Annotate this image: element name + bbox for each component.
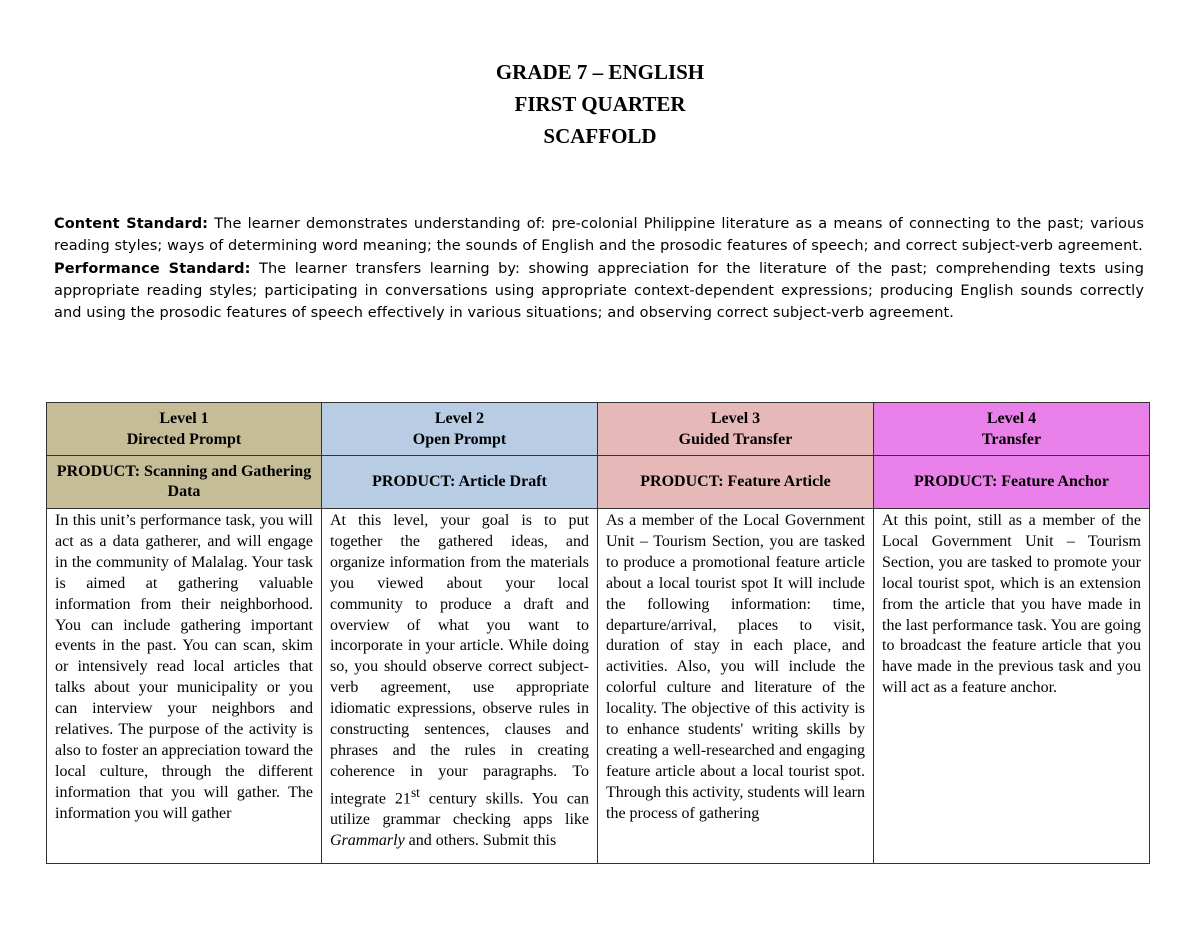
level-4-name: Transfer — [981, 431, 1042, 448]
level-3-name: Guided Transfer — [678, 431, 793, 448]
level-2-task-text: At this level, your goal is to put together the gathered ideas, and organize information from the materials you viewed about your local community to produce a draft and overview of what you want to incorporate in your article. While doing so, you should observe correct subject-verb agreement, use appropriate idiomatic expressions, observe rules in constructing sentences, clauses and phrases and the rules in creating coherence in your paragraphs. To integrate 21 — [330, 512, 589, 808]
level-2-task-cell — [322, 509, 598, 864]
document-title — [0, 56, 1200, 152]
level-3-header — [598, 403, 874, 456]
level-4-product: PRODUCT: Feature Anchor — [874, 456, 1150, 509]
level-1-header — [47, 403, 322, 456]
content-standard-text: The learner demonstrates understanding of: pre-colonial Philippine literature as a means of connecting to the past; various reading styles; ways of determining word meaning; the sounds of English and the prosodic features of speech; and correct subject-verb agreement. — [54, 216, 1144, 255]
level-4-label: Level 4 — [986, 410, 1037, 427]
level-4-task-cell — [874, 509, 1150, 864]
product-row — [47, 456, 1150, 509]
level-1-label: Level 1 — [159, 410, 209, 427]
level-2-task-sup: st — [410, 784, 420, 800]
title-scaffold: SCAFFOLD — [543, 124, 657, 148]
task-row — [47, 509, 1150, 864]
content-standard — [54, 213, 1144, 258]
level-2-task-text-3: and others. Submit this — [404, 831, 557, 849]
level-4-task: At this point, still as a member of the Local Government Unit – Tourism Section, you are tasked to promote your local tourist spot, which is an extension from the article that you have made in the last performance task. You are going to broadcast the feature article that you have made in the previous task and you will act as a feature anchor. — [882, 512, 1141, 697]
title-grade: GRADE 7 – ENGLISH — [495, 60, 705, 84]
level-header-row — [47, 403, 1150, 456]
level-3-product: PRODUCT: Feature Article — [598, 456, 874, 509]
level-2-label: Level 2 — [434, 410, 485, 427]
level-3-task: As a member of the Local Government Unit – Tourism Section, you are tasked to produce a promotional feature article about a local tourist spot It will include the following information: time, departure/arrival, places to visit, duration of stay in each place, and activities. Also, you will include the colorful culture and literature of the locality. The objective of this activity is to enhance students' writing skills by creating a well-researched and engaging feature article about a local tourist spot. Through this activity, students will learn the process of gathering — [606, 512, 865, 822]
title-quarter: FIRST QUARTER — [514, 92, 686, 116]
level-2-product: PRODUCT: Article Draft — [322, 456, 598, 509]
level-4-header — [874, 403, 1150, 456]
level-1-task-cell — [47, 509, 322, 864]
level-1-task: In this unit’s performance task, you will act as a data gatherer, and will engage in the community of Malalag. Your task is aimed at gathering valuable information from their neighborhood. You can include gathering important events in the past. You can scan, skim or intensively read local articles that talks about your municipality or you can interview your neighbors and relatives. The purpose of the activity is also to foster an appreciation toward the local culture, through the different information that you will gather. The information you will gather — [55, 512, 313, 822]
level-3-label: Level 3 — [710, 410, 761, 427]
performance-standard-label: Performance Standard: — [54, 260, 251, 277]
standards-section — [54, 213, 1144, 324]
content-standard-label: Content Standard: — [54, 216, 209, 232]
level-1-name: Directed Prompt — [126, 431, 242, 448]
level-1-product: PRODUCT: Scanning and Gathering Data — [47, 456, 322, 509]
performance-standard-text: The learner transfers learning by: showing appreciation for the literature of the past; comprehending texts using appropriate reading styles; participating in conversations using appropriate context-dependent expressions; producing English sounds correctly and using the prosodic features of speech effectively in various situations; and observing correct subject-verb agreement. — [54, 260, 1144, 322]
level-3-task-cell — [598, 509, 874, 864]
level-2-task — [330, 511, 589, 859]
scaffold-table — [46, 402, 1150, 864]
performance-standard — [54, 258, 1144, 325]
level-2-name: Open Prompt — [412, 431, 507, 448]
level-2-task-italic: Grammarly — [330, 831, 405, 849]
level-2-header — [322, 403, 598, 456]
level-2-task-text-2: century skills. You can utilize grammar checking apps like — [330, 790, 589, 829]
